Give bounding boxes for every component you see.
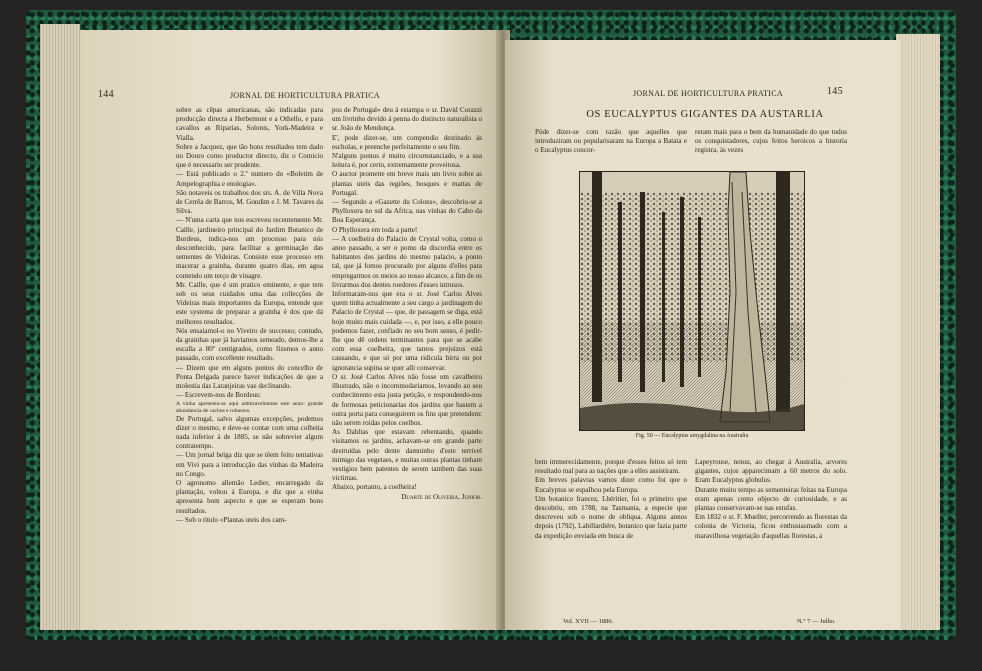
intro-column-2 xyxy=(695,128,847,156)
left-running-head: JORNAL DE HORTICULTURA PRATICA xyxy=(230,91,380,100)
lower-column-1 xyxy=(535,458,687,541)
page-edges-right xyxy=(896,34,940,630)
paragraph: Durante muito tempo as sementeiras feitas na Europa eram apenas como objecto de curiosidade, e as plantas conservavam-se nas estufas. xyxy=(695,485,847,513)
paragraph: Sobre a Jacquez, que tão bons resultados tem dado no Douro como productor directo, diz o Comicio que é necessario ser prudente. xyxy=(176,142,323,170)
paragraph: — N'uma carta que nos escreveu recentemente Mr. Caille, jardineiro principal do Jardim Botanico de Bordeus, indica-nos um processo para nós desconhecido, para facilitar a germinação das sementes de Videiras. Consiste esse processo em macerar a grainha, durante quatro dias, em agua contendo um terço de vinagre. xyxy=(176,216,323,280)
left-column-2 xyxy=(332,106,482,502)
paragraph: O sr. José Carlos Alves não fosse um cavalheiro illustrado, não o incommodariamos, levando ao seu conhecimento esta justa petição, e respondendo-nos de formosas peticionarias dos jardins que bastem a outra porta para conseguirem os fins que pretendem: não serem roídas pelos coelhos. xyxy=(332,372,482,427)
page-edges-left xyxy=(40,24,80,630)
volume-footer: Vol. XVII — 1886. xyxy=(563,618,614,625)
paragraph: São notaveis os trabalhos dos srs. A. de Villa Nova de Cerrêa de Barros, M. Gondim e J. M. Tavares da Silva. xyxy=(176,188,323,216)
paragraph: — Sob o titulo «Plantas uteis dos cam- xyxy=(176,515,287,524)
paragraph: E', pode dizer-se, um compendio destinado ás escholas, e preenche perfeitamente o seu fim. xyxy=(332,133,482,151)
signature: Duarte de Oliveira, Junior. xyxy=(401,492,482,501)
paragraph: — Um jornal belga diz que se têem feito tentativas em Vivi para a introducção das vinhas da Madeira no Congo. xyxy=(176,451,323,478)
paragraph: O Phylloxera em toda a parte! xyxy=(332,225,418,234)
paragraph: bem immerecidamente, porque d'esses feitos só tem resultado mal para as nações que a elles assistiram. xyxy=(535,458,687,476)
eucalyptus-engraving xyxy=(579,171,805,431)
paragraph: Nós ensaiamol-o no Viveiro de successo; contudo, da grainhas que já haviamos semeado, demos-lhe a escalla a 80º centigrados, como fizemos o anno passado, com excellente resultado. xyxy=(176,326,323,363)
paragraph: Abaixo, portanto, a coelheira! xyxy=(332,483,417,492)
paragraph: — Segundo a «Gazette du Colons», descobriu-se a Phylloxera no sul da Africa, nas vinhas do Cabo da Boa Esperança. xyxy=(332,198,482,225)
left-page xyxy=(80,30,500,630)
lower-column-2 xyxy=(695,458,847,541)
paragraph: Póde dizer-se com razão que aquelles que introduziram ou popularisaram na Europa a Batata e o Eucalyptus concor- xyxy=(535,128,687,155)
paragraph: As Dahlias que estavam rebentando, quando visitamos os jardins, achavam-se em grande parte destruidas pelo dente damninho d'este terrivel inimigo das vegetaes, e muitas outras plantas tinham vestigios bem patentes de serem tambem das suas victimas. xyxy=(332,428,482,483)
paragraph: N'alguns pontos é muito circumstanciado, e a sua leitura é, por certo, extremamente proveitosa. xyxy=(332,152,482,170)
paragraph: O agronomo allemão Ledier, encarregado da plantação, voltou á Europa, e diz que a vinha apresenta bom aspecto e que se esperam bons resultados. xyxy=(176,478,323,515)
left-page-number: 144 xyxy=(98,89,114,100)
right-running-head: JORNAL DE HORTICULTURA PRATICA xyxy=(633,89,783,98)
paragraph: O auctor promette em breve mais um livro sobre as plantas uteis das regiões, bosques e mattas de Portugal. xyxy=(332,170,482,197)
quote-paragraph: A vinha apresenta-se aqui admiravelmente este anno: grande abundancia de cachos e robustos. xyxy=(176,400,323,414)
paragraph: Em breves palavras vamos dizer como foi que o Eucalyptus se espalhou pela Europa. xyxy=(535,476,687,494)
paragraph: Um botanico francez, Lhéritier, foi o primeiro que descobriu, em 1788, na Tasmania, a especie que descreveu sob o nome de obliqua. Alguns annos depois (1792), Labillardiére, botanico que fazia parte da expedição enviada em busca de xyxy=(535,494,687,540)
left-column-1 xyxy=(176,106,323,525)
right-page xyxy=(505,40,900,630)
paragraph: Mr. Caille, que é um pratico eminente, e que tem sob os seus cuidados uma das collecções de Videiras mais importantes da Europa, entende que este systema de preparar a grainha é dos que dá melhores resultados. xyxy=(176,280,323,326)
paragraph: — A coelheira do Palacio de Crystal volta, como o anno passado, a ser o pomo da discordia entre os habitantes dos jardins do mesmo palacio, a ponto tal, que já fomos procurado por alguns d'elles para empregarmos os meios ao nosso alcance, a fim de os livrarmos dos dentes roedores d'esses intrusos. xyxy=(332,234,482,289)
paragraph: Em 1832 o sr. F. Mueller, percorrendo as florestas da colonia de Victoria, ficou enthusiasmado com a maravilhosa vegetação d'aquellas florestas, a xyxy=(695,513,847,540)
paragraph: Informaram-nos que era o sr. José Carlos Alves quem tinha actualmente a seu cargo a jardinagem do Palacio de Crystal — que, de passagem se diga, está hoje muito mais cuidada —, e, por isso, a elle pouco podemos fazer, confiado no seu bom senso, é pedir-lhe que dê ordens terminantes para que se acabe com essa coelheira, que tantos prejuizos está causando, e que só por uma ridicula birra ou por ignorancia supina se quer alli conservar. xyxy=(332,290,482,372)
paragraph: — Escrevem-nos de Bordeus: xyxy=(176,391,261,400)
issue-footer: N.º 7 — Julho. xyxy=(797,618,836,625)
article-title: OS EUCALYPTUS GIGANTES DA AUSTARLIA xyxy=(586,109,824,120)
paragraph: reram mais para o bem da humanidade do que todos os conquistadores, cujos feitos heroicos a historia registra, ás vezes xyxy=(695,128,847,155)
figure-caption: Fig. 50 — Eucalyptus amygdalina na Australia xyxy=(635,433,749,439)
paragraph: sobre as cêpas americanas, são indicadas para producção directa a Herbemont e a Othello, e para cavallos as Riparias, Solonis, York-Madeira e Vialla. xyxy=(176,106,323,142)
paragraph: pos de Portugal» deu á estampa o sr. David Corazzi um livrinho devido á penna do distincto naturalista o sr. João de Mendonça. xyxy=(332,106,482,133)
paragraph: — Dizem que em alguns pontos do concelho de Ponta Delgada parece haver indicações de que a molestia das Laranjeiras vae declinando. xyxy=(176,363,323,391)
right-page-number: 145 xyxy=(827,86,843,97)
paragraph: De Portugal, salvo algumas excepções, podemos dizer o mesmo, e deve-se contar com uma colheita nada inferior á de 1885, se não sobrevier algum contratempo. xyxy=(176,414,323,451)
paragraph: Lapeyrouse, notou, ao chegar á Australia, arvores gigantes, cujos apparecimam a 60 metros do solo. Eram Eucalyptus globulus. xyxy=(695,458,847,485)
forest-illustration xyxy=(580,172,804,430)
paragraph: — Está publicado o 2.º numero do «Boletim de Ampelographia e enologia». xyxy=(176,170,323,188)
intro-column-1 xyxy=(535,128,687,156)
